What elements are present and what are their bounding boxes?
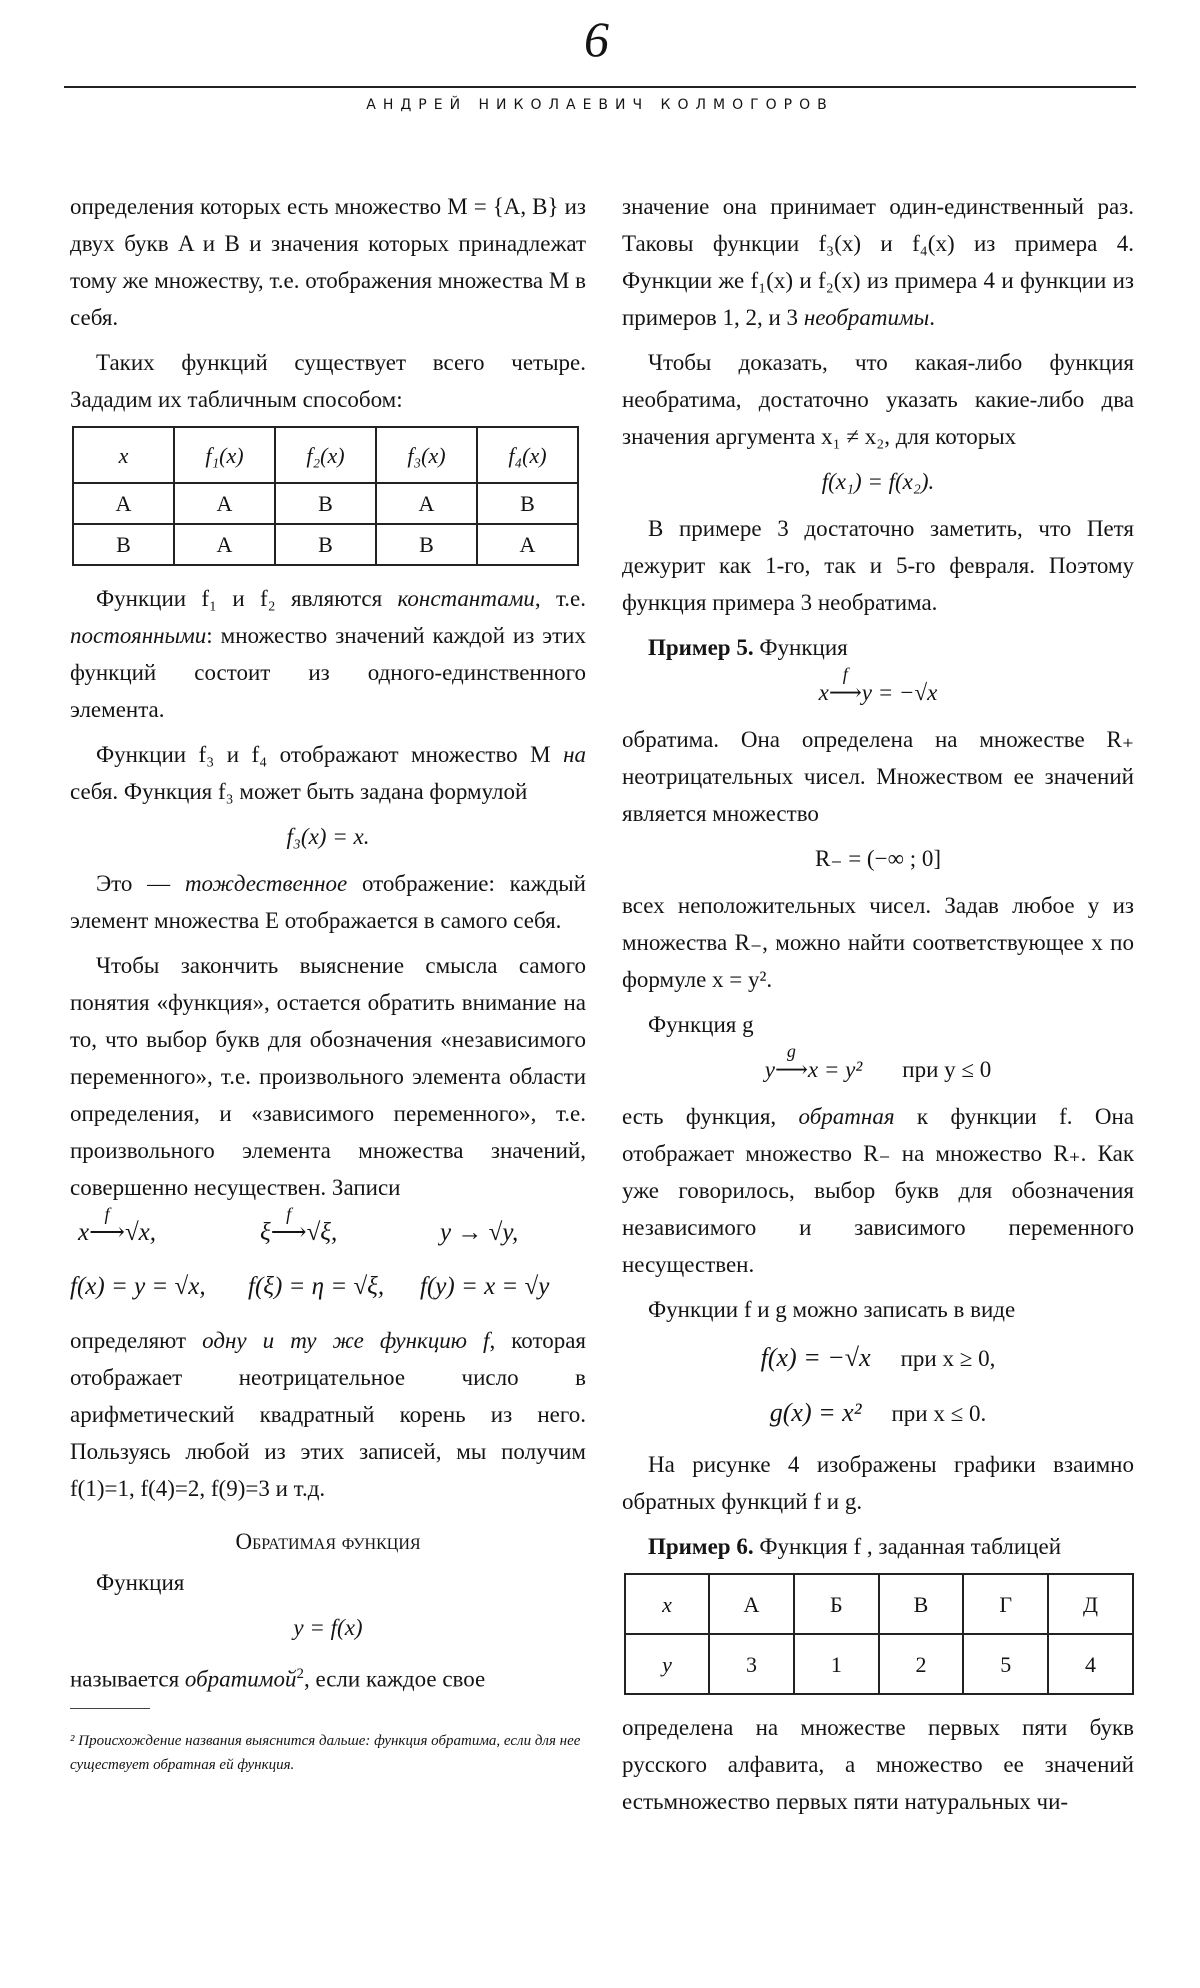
running-head: АНДРЕЙ НИКОЛАЕВИЧ КОЛМОГОРОВ [366, 97, 834, 113]
table-cell: 3 [709, 1634, 794, 1694]
table-cell: B [477, 483, 578, 524]
example-label: Пример 6. [648, 1534, 754, 1559]
table-header-cell: f₁(x) [174, 427, 275, 483]
table-header-cell: f₃(x) [376, 427, 477, 483]
emphasis: постоянными [70, 623, 207, 648]
arrow-formula: ξ f ⟶√ξ, [260, 1214, 337, 1251]
arrow-formula: y → √y, [440, 1219, 519, 1246]
text: , если каждое свое [303, 1666, 486, 1692]
table-cell: A [376, 483, 477, 524]
table-cell: B [275, 483, 376, 524]
arrow-with-label: f ⟶ [89, 1214, 125, 1251]
table-header-cell: В [879, 1574, 964, 1634]
text: Это — [96, 871, 185, 896]
paragraph [70, 1656, 586, 1698]
arrow-label: f [842, 664, 848, 684]
formula: f₃(x) = x. [286, 824, 370, 849]
text: Функции f₁ и f₂ являются [96, 586, 398, 611]
section-heading: Обратимая функция [235, 1529, 421, 1554]
paragraph: Функция g [648, 1012, 754, 1037]
text: Функции f₃ и f₄ отображают множество M [96, 742, 564, 767]
table-header-row [625, 1574, 1133, 1634]
paragraph: Таких функций существует всего четыре. Зададим их табличным способом: [70, 350, 586, 412]
text: , которая отображает неотрицательное число в арифметический квадратный корень из него. Пользуясь любой из этих записей, мы получим f(1)=1, f(4)=2, f(9)=3 и т.д. [70, 1328, 586, 1501]
table-cell: 2 [879, 1634, 964, 1694]
paragraph: определена на множестве первых пяти букв русского алфавита, а множество ее значений естьмножество первых пяти натуральных чи- [622, 1715, 1134, 1814]
table-header-cell: А [709, 1574, 794, 1634]
paragraph [622, 1098, 1134, 1283]
text: . [929, 305, 936, 330]
table-header-cell: f₄(x) [477, 427, 578, 483]
table-header-cell: Д [1048, 1574, 1133, 1634]
condition: при x ≤ 0. [891, 1401, 987, 1426]
emphasis: на [563, 742, 586, 767]
emphasis: константами [397, 586, 535, 611]
table-cell: A [174, 524, 275, 565]
paragraph: На рисунке 4 изображены графики взаимно обратных функций f и g. [622, 1452, 1134, 1514]
arrow-label: f [286, 1204, 292, 1224]
text: к функции f. Она отображает множество R₋ на множество R₊. Как уже говорилось, выбор букв для обозначения независимого и зависимого переменного несуществен. [622, 1104, 1134, 1277]
table-cell: 1 [794, 1634, 879, 1694]
arrow-formula-row [70, 1204, 586, 1258]
formula: y = f(x) [293, 1615, 363, 1640]
letters-table [624, 1573, 1134, 1695]
text: : множество значений каждой из этих функций состоит из одного-единственного элемента. [70, 623, 586, 722]
equation: f(ξ) = η = √ξ, [248, 1273, 385, 1300]
table-cell: y [625, 1634, 709, 1694]
formula: R₋ = (−∞ ; 0] [814, 846, 942, 871]
paragraph [622, 629, 1134, 666]
paragraph [70, 1322, 586, 1507]
condition: при x ≥ 0, [900, 1346, 996, 1371]
arrow-with-label: g ⟶ [775, 1051, 808, 1088]
formula: f(x₁) = f(x₂). [821, 469, 935, 494]
table-row [73, 524, 578, 565]
emphasis: обратная [798, 1104, 895, 1129]
text: отображение: каждый элемент множества E отображается в самого себя. [70, 871, 586, 933]
functions-table [72, 426, 579, 566]
text: , т.е. [534, 586, 587, 611]
text: себя. Функция f₃ может быть задана формулой [70, 779, 528, 804]
text: называется [70, 1666, 185, 1692]
footnote-rule [70, 1708, 150, 1709]
arrow-formula: x f ⟶y = −√x [622, 674, 1134, 711]
header-rule [64, 86, 1136, 88]
table-cell: B [376, 524, 477, 565]
paragraph: Чтобы закончить выяснение смысла самого понятия «функция», остается обратить внимание на то, что выбор букв для обозначения «независимого переменного», т.е. произвольного элемента области определения, и «зависимого переменного», т.е. произвольного элемента множества значений, совершенно несуществен. Записи [70, 953, 586, 1200]
table-row [625, 1634, 1133, 1694]
paragraph: Функции f и g можно записать в виде [648, 1297, 1016, 1322]
emphasis: обратимой [184, 1666, 297, 1692]
table-header-cell: x [625, 1574, 709, 1634]
condition: при y ≤ 0 [902, 1057, 992, 1082]
example-label: Пример 5. [648, 635, 754, 660]
formula: f(x) = −√x при x ≥ 0, [760, 1343, 996, 1372]
table-header-row [73, 427, 578, 483]
paragraph: Чтобы доказать, что какая-либо функция необратима, достаточно указать какие-либо два значения аргумента x₁ ≠ x₂, для которых [622, 350, 1134, 449]
table-cell: B [275, 524, 376, 565]
table-row [73, 483, 578, 524]
table-cell: 5 [963, 1634, 1048, 1694]
table-cell: 4 [1048, 1634, 1133, 1694]
paragraph: обратима. Она определена на множестве R₊ неотрицательных чисел. Множеством ее значений является множество [622, 727, 1134, 826]
arrow-label: f [104, 1204, 110, 1224]
text: значение она принимает один-единственный раз. Таковы функции f₃(x) и f₄(x) из примера 4. Функции же f₁(x) и f₂(x) из примера 4 и функции из примеров 1, 2, и 3 [622, 194, 1134, 330]
equation-row [70, 1268, 586, 1312]
table-cell: A [477, 524, 578, 565]
text: Функция f , заданная таблицей [753, 1534, 1062, 1559]
table-header-cell: x [73, 427, 174, 483]
text: Функция [753, 635, 848, 660]
paragraph [70, 736, 586, 810]
paragraph: В примере 3 достаточно заметить, что Петя дежурит как 1-го, так и 5-го февраля. Поэтому функция примера 3 необратима. [622, 516, 1134, 615]
table-cell: A [174, 483, 275, 524]
left-column [70, 188, 586, 1777]
text: определяют [70, 1328, 203, 1353]
page-number: 6 [584, 11, 609, 67]
paragraph: всех неположительных чисел. Задав любое y из множества R₋, можно найти соответствующее x по формуле x = y². [622, 893, 1134, 992]
paragraph [622, 188, 1134, 336]
table-cell: B [73, 524, 174, 565]
right-column [622, 188, 1134, 1828]
footnote-marker: 2 [296, 1666, 304, 1682]
paragraph: Функция [96, 1570, 185, 1595]
emphasis: необратимы [803, 305, 930, 330]
table-header-cell: Г [963, 1574, 1048, 1634]
equation: f(x) = y = √x, [70, 1273, 206, 1300]
arrow-formula: x f ⟶√x, [78, 1214, 156, 1251]
text: есть функция, [622, 1104, 799, 1129]
paragraph [70, 865, 586, 939]
table-header-cell: Б [794, 1574, 879, 1634]
paragraph: определения которых есть множество M = {A, B} из двух букв A и B и значения которых принадлежат тому же множеству, т.е. отображения множества M в себя. [70, 194, 586, 330]
arrow-with-label: f ⟶ [829, 674, 862, 711]
arrow-with-label: f ⟶ [271, 1214, 307, 1251]
equation: f(y) = x = √y [420, 1273, 550, 1300]
paragraph [70, 580, 586, 728]
table-cell: A [73, 483, 174, 524]
arrow-label: g [786, 1041, 796, 1061]
emphasis: одну и ту же функцию f [202, 1328, 490, 1353]
formula: g(x) = x² при x ≤ 0. [769, 1398, 987, 1427]
table-header-cell: f₂(x) [275, 427, 376, 483]
arrow-formula: y g ⟶x = y² при y ≤ 0 [622, 1051, 1134, 1088]
emphasis: тождественное [184, 871, 348, 896]
footnote: ² Происхождение названия выяснится дальше: функция обратима, если для нее существует обратная ей функция. [70, 1732, 581, 1773]
paragraph [622, 1528, 1134, 1565]
